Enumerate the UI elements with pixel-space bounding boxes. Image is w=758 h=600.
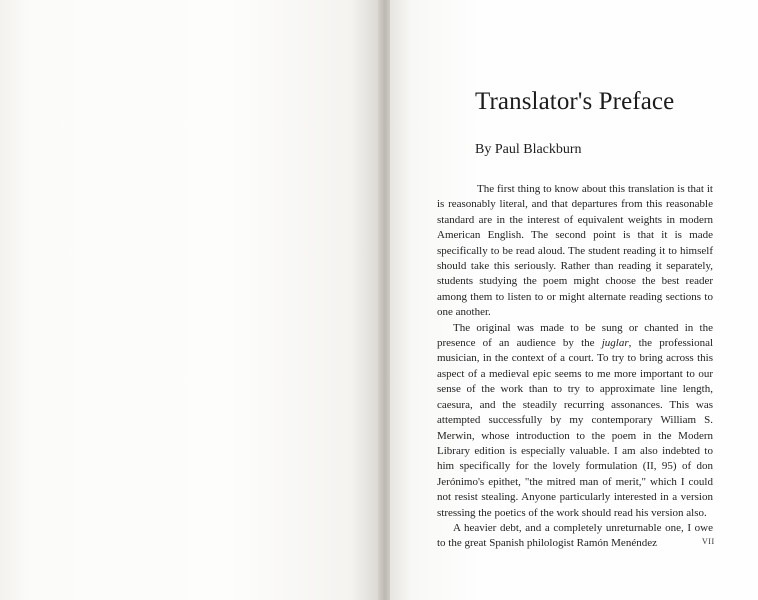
author-byline: By Paul Blackburn [475, 142, 582, 157]
paragraph-2-rest: , the professional musician, in the context of a court. To try to bring across this aspect of a medieval epic seems to me more important to our sense of the work than to try to approximate line length, caesura, and the steadily recurring assonances. This was attempted successfully by my contemporary William S. Merwin, whose introduction to the poem in the Modern Library edition is especially valuable. I am also indebted to him specifically for the lovely formulation (II, 95) of don Jerónimo's epithet, "the mitred man of merit," which I could not resist stealing. Anyone particularly interested in a version stressing the poetics of the work should read his version also. [437, 337, 714, 519]
preface-body [437, 182, 713, 552]
paragraph-2-start: The original was made to be sung or chanted in the presence of an audience by the [437, 321, 713, 350]
paragraph-2 [437, 321, 713, 521]
paragraph-3: A heavier debt, and a completely unreturnable one, I owe to the great Spanish philologist Ramón Menéndez [437, 521, 713, 550]
page-number: VII [702, 537, 715, 546]
paragraph-1: The first thing to know about this translation is that it is reasonably literal, and that departures from this reasonable standard are in the interest of equivalent weights in modern American English. The second point is that it is made specifically to be read aloud. The student reading it to himself should take this seriously. Rather than reading it separately, students studying the poem might choose the best reader among them to listen to or might alternate reading sections to one another. [437, 183, 713, 319]
juglar-term: juglar [601, 337, 629, 350]
page-title: Translator's Preface [475, 88, 675, 115]
